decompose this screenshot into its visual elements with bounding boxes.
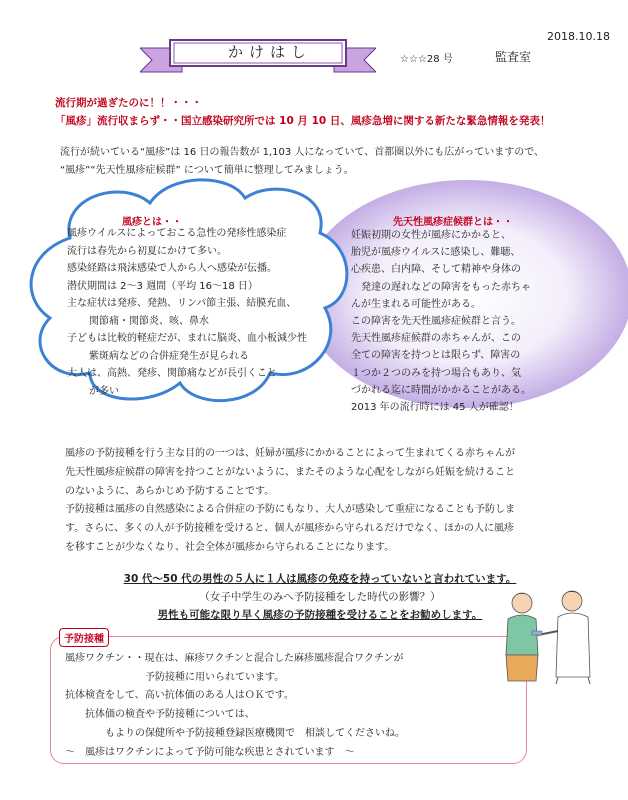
body-line: す。さらに、多くの人が予防接種を受けると、個人が風疹から守られるだけでなく、ほかの人に風疹	[65, 523, 514, 535]
vaccination-purpose-paragraph	[65, 445, 585, 558]
rubella-title: 風疹とは・・	[122, 217, 182, 228]
rubella-line: 主な症状は発疹、発熱、リンパ節主張、結膜充血、	[67, 298, 297, 309]
vaccine-line: 抗体価の検査や予防接種については、	[65, 709, 255, 721]
rubella-line: 感染経路は飛沫感染で人から人へ感染が伝播。	[67, 263, 277, 274]
crs-line: 妊娠初期の女性が風疹にかかると、	[351, 230, 511, 241]
publisher-office: 監査室	[495, 50, 532, 64]
body-line: のないように、あらかじめ予防することです。	[65, 485, 275, 497]
crs-line: 胎児が風疹ウイルスに感染し、難聴、	[351, 247, 521, 259]
rubella-line: 子どもは比較的軽症だが、まれに脳炎、血小板減少性	[67, 333, 307, 344]
body-line: を移すことが少なくなり、社会全体が風疹から守られることになります。	[65, 541, 395, 553]
crs-line: １つか２つのみを持つ場合もあり、気	[351, 367, 521, 379]
crs-line: この障害を先天性風疹症候群と言う。	[351, 316, 521, 328]
newsletter-title: かけはし	[227, 43, 312, 61]
crs-line: 先天性風疹症候群の赤ちゃんが、この	[351, 333, 521, 345]
rubella-line: が多い	[89, 385, 119, 397]
rubella-line: 風疹ウイルスによっておこる急性の発疹性感染症	[67, 228, 287, 239]
rubella-line: 大人は、高熱、発疹、関節痛などが長引くこと	[67, 368, 277, 379]
issue-number: ☆☆☆28 号	[400, 54, 453, 65]
crs-line: 発達の遅れなどの障害をもった赤ちゃ	[351, 281, 531, 293]
vaccine-line: 予防接種に用いられています。	[65, 671, 285, 683]
body-line: 風疹の予防接種を行う主な目的の一つは、妊婦が風疹にかかることによって生まれてくる赤ちゃんが	[65, 448, 515, 459]
vaccine-line: もよりの保健所や予防接種登録医療機関で 相談してくださいね。	[65, 727, 405, 739]
notice-recommend: 男性も可能な限り早く風疹の予防接種を受けることをお勧めします。	[157, 609, 483, 621]
body-line: 予防接種は風疹の自然感染による合併症の予防にもなり、大人が感染して重症になることも予防しま	[65, 504, 515, 516]
vaccine-tag: 予防接種	[59, 628, 109, 647]
crs-line: 2013 年の流行時には 45 人が確認！	[351, 402, 519, 414]
rubella-line: 潜伏期間は 2～3 週間（平均 16～18 日）	[67, 280, 258, 292]
intro-line: “風疹”“先天性風疹症候群” について簡単に整理してみましょう。	[60, 165, 354, 176]
crs-line: んが生まれる可能性がある。	[351, 298, 481, 310]
issue-date: 2018.10.18	[547, 30, 610, 43]
rubella-facts	[67, 225, 342, 400]
crs-line: 心疾患、白内障、そして精神や身体の	[351, 264, 521, 276]
crs-line: 全ての障害を持つとは限らず、障害の	[351, 350, 521, 362]
notice-main: 30 代～50 代の男性の５人に１人は風疹の免疫を持っていないと言われています。	[123, 573, 517, 585]
rubella-line: 関節痛・関節炎、咳、鼻水	[89, 315, 209, 327]
crs-title: 先天性風疹症候群とは・・	[393, 217, 513, 228]
vaccine-info	[65, 650, 525, 762]
headline-2: 「風疹」流行収まらず・・国立感染研究所では 10 月 10 日、風疹急増に関する新たな緊急情報を発表！	[55, 115, 551, 127]
rubella-line: 紫斑病などの合併症発生が見られる	[89, 350, 249, 362]
rubella-line: 流行は春先から初夏にかけて多い。	[67, 245, 227, 257]
intro-line: 流行が続いている“風疹”は 16 日の報告数が 1,103 人になっていて、首都圏以外にも広がっていますので、	[60, 147, 545, 158]
doctor-vaccination-illustration	[492, 585, 602, 685]
body-line: 先天性風疹症候群の障害を持つことがないように、またそのような心配をしながら妊娠を続けること	[65, 466, 515, 478]
crs-line: づかれる迄に時間がかかることがある。	[351, 384, 531, 396]
crs-facts	[351, 227, 576, 416]
headline-1: 流行期が過ぎたのに！！・・・	[55, 97, 202, 109]
notice-sub: （女子中学生のみへ予防接種をした時代の影響？）	[199, 591, 441, 603]
vaccine-line: 抗体検査をして、高い抗体価のある人はＯＫです。	[65, 690, 294, 702]
vaccine-line: ～ 風疹はワクチンによって予防可能な疾患とされています ～	[65, 746, 355, 758]
vaccine-line: 風疹ワクチン・・現在は、麻疹ワクチンと混合した麻疹風疹混合ワクチンが	[65, 653, 404, 664]
